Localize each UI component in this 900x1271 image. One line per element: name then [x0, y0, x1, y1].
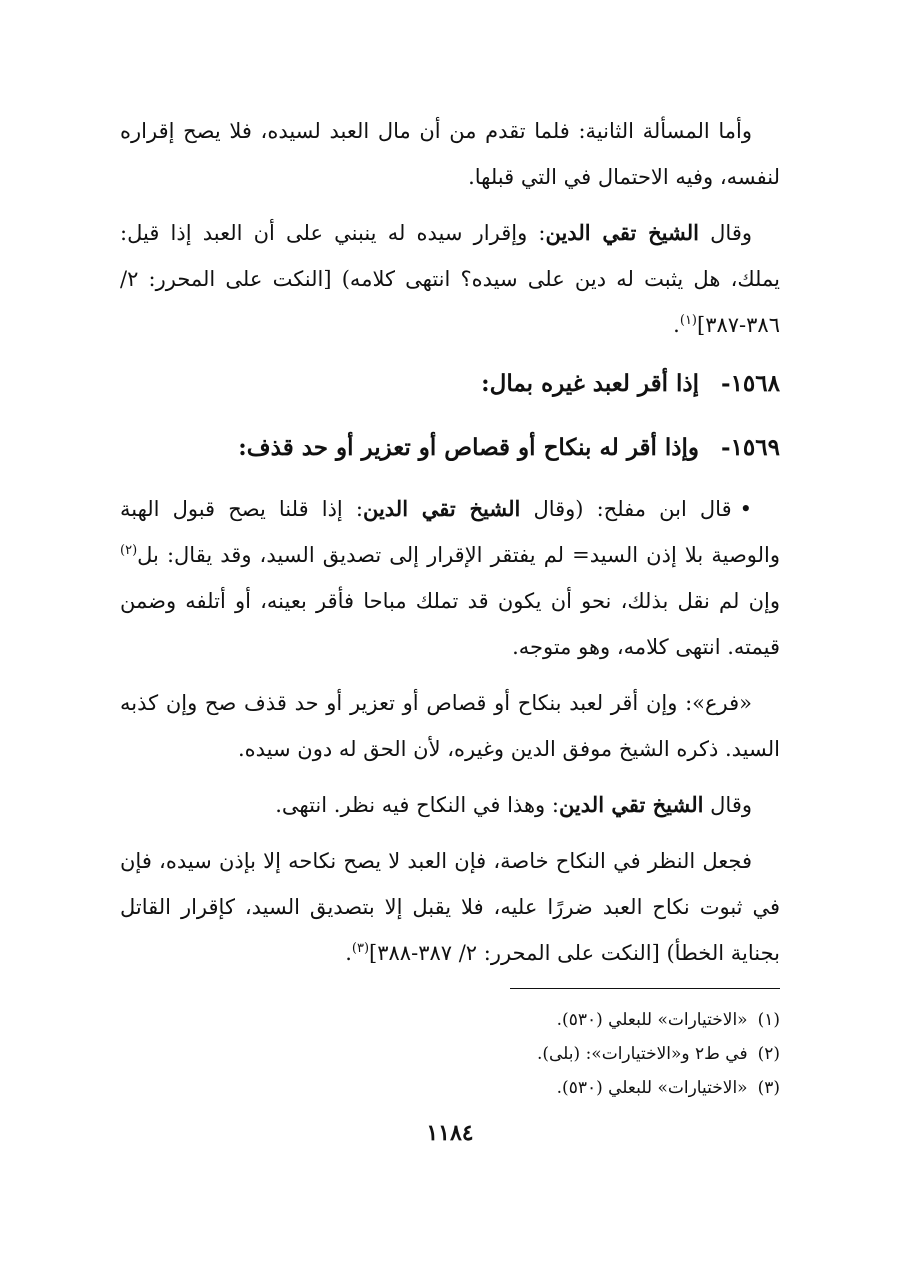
paragraph [120, 486, 780, 670]
footnote-number: (٣) [757, 1078, 780, 1098]
heading-title: إذا أقر لعبد غيره بمال: [481, 370, 700, 397]
paragraph-end: . [673, 313, 680, 337]
footnote-number: (٢) [757, 1044, 780, 1064]
footnote-text: «الاختيارات» للبعلي (٥٣٠). [556, 1078, 748, 1098]
footnote [120, 1037, 780, 1071]
heading-number: ١٥٦٩- [721, 434, 780, 461]
scholar-name: الشيخ تقي الدين [362, 496, 521, 521]
footnote-ref[interactable]: (١) [679, 313, 697, 328]
paragraph [120, 838, 780, 976]
footnote-text: «الاختيارات» للبعلي (٥٣٠). [556, 1010, 748, 1030]
paragraph-lead: قال ابن مفلح: (وقال [520, 497, 732, 521]
bullet-icon: • [739, 497, 753, 521]
paragraph [120, 210, 780, 348]
scholar-name: الشيخ تقي الدين [545, 220, 699, 245]
paragraph [120, 782, 780, 828]
footnote-ref[interactable]: (٣) [351, 941, 370, 956]
paragraph-text: : إذا قلنا يصح قبول الهبة والوصية بلا إذن السيد= لم يفتقر الإقرار إلى تصديق السيد، وقد يقال: بل [120, 497, 780, 567]
footnote [120, 1071, 780, 1105]
heading-title: وإذا أقر له بنكاح أو قصاص أو تعزير أو حد قذف: [238, 434, 700, 461]
scholar-name: الشيخ تقي الدين [558, 792, 704, 817]
paragraph-lead: وقال [699, 221, 753, 245]
footnote [120, 1003, 780, 1037]
heading-number: ١٥٦٨- [721, 370, 780, 397]
section-heading [120, 422, 780, 474]
paragraph-text: فجعل النظر في النكاح خاصة، فإن العبد لا يصح نكاحه إلا بإذن سيده، فإن في ثبوت نكاح العبد ضررًا عليه، فلا يقبل إلا بتصديق السيد، كإقرار القاتل بجناية الخطأ) [النكت على المحرر: ٢/ ٣٨٧-٣٨٨] [120, 849, 780, 965]
page-number: ١١٨٤ [426, 1120, 474, 1146]
paragraph-text: : وإقرار سيده له ينبني على أن العبد إذا قيل: يملك، هل يثبت له دين على سيده؟ انتهى كلامه) [النكت على المحرر: ٢/ ٣٨٦-٣٨٧] [120, 221, 780, 337]
footnote-number: (١) [757, 1010, 780, 1030]
paragraph-end: . [345, 941, 352, 965]
section-heading [120, 358, 780, 410]
page-body [120, 108, 780, 986]
footnotes [120, 988, 780, 1105]
footnote-text: في ط٢ و«الاختيارات»: (بلى). [536, 1044, 748, 1064]
paragraph-text: : وهذا في النكاح فيه نظر. انتهى. [275, 793, 559, 817]
paragraph-lead: وقال [703, 793, 752, 817]
footnote-divider [510, 988, 780, 989]
footnote-ref[interactable]: (٢) [120, 543, 138, 558]
paragraph-text: وإن لم نقل بذلك، نحو أن يكون قد تملك مباحا فأقر بعينه، أو أتلفه وضمن قيمته. انتهى كلامه، وهو متوجه. [120, 589, 780, 659]
paragraph: «فرع»: وإن أقر لعبد بنكاح أو قصاص أو تعزير أو حد قذف صح وإن كذبه السيد. ذكره الشيخ موفق الدين وغيره، لأن الحق له دون سيده. [120, 691, 780, 761]
paragraph: وأما المسألة الثانية: فلما تقدم من أن مال العبد لسيده، فلا يصح إقراره لنفسه، وفيه الاحتمال في التي قبلها. [120, 119, 780, 189]
